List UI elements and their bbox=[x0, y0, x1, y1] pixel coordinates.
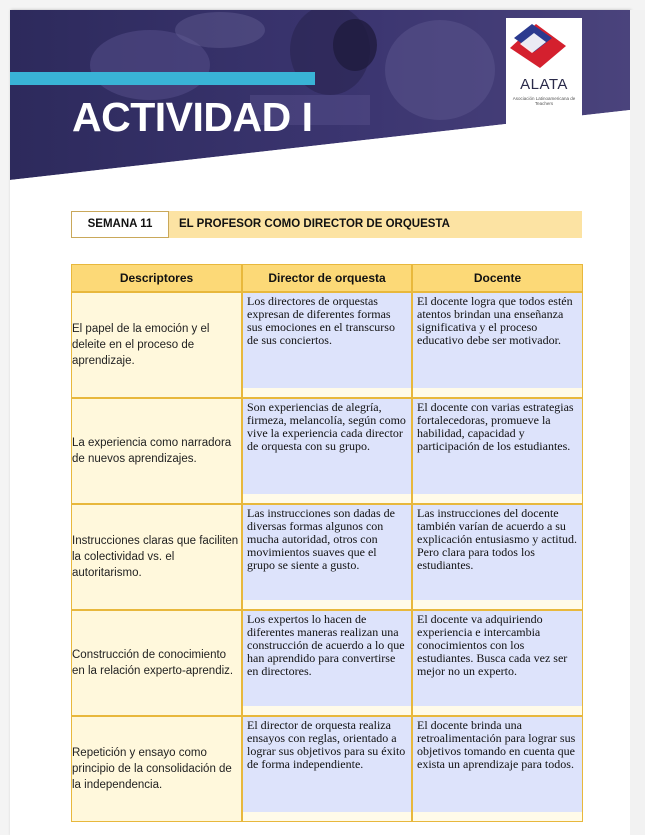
descriptor-cell: La experiencia como narradora de nuevos aprendizajes. bbox=[71, 398, 242, 504]
alata-logo-icon bbox=[506, 18, 570, 68]
column-header: Descriptores bbox=[71, 264, 242, 292]
column-header: Docente bbox=[412, 264, 583, 292]
week-label: SEMANA 11 bbox=[71, 211, 169, 238]
director-cell: Son experiencias de alegría, firmeza, melancolía, según como vive la experiencia cada director de orquesta con su grupo. bbox=[243, 399, 411, 494]
column-header: Director de orquesta bbox=[242, 264, 412, 292]
docente-cell: El docente logra que todos estén atentos brindan una enseñanza significativa y el proceso educativo debe ser motivador. bbox=[413, 293, 582, 388]
docente-cell: El docente brinda una retroalimentación para lograr sus objetivos tomando en cuenta que exista un aprendizaje para todos. bbox=[413, 717, 582, 812]
accent-bar bbox=[10, 72, 315, 85]
header-banner bbox=[10, 10, 630, 185]
director-cell: Los directores de orquestas expresan de diferentes formas sus emociones en el transcurso de sus conciertos. bbox=[243, 293, 411, 388]
week-title: EL PROFESOR COMO DIRECTOR DE ORQUESTA bbox=[179, 218, 450, 230]
alata-logo bbox=[506, 18, 582, 124]
logo-tagline: Asociación Latinoamericana de Teachers bbox=[512, 96, 576, 106]
docente-cell: Las instrucciones del docente también varían de acuerdo a su explicación entusiasmo y actitud. Pero clara para todos los estudiantes. bbox=[413, 505, 582, 600]
table-row bbox=[71, 398, 583, 504]
descriptor-cell: El papel de la emoción y el deleite en el proceso de aprendizaje. bbox=[71, 292, 242, 398]
docente-cell: El docente con varias estrategias fortalecedoras, promueve la habilidad, capacidad y participación de los estudiantes. bbox=[413, 399, 582, 494]
table-row bbox=[71, 504, 583, 610]
table-row bbox=[71, 716, 583, 822]
director-cell: El director de orquesta realiza ensayos con reglas, orientado a lograr sus objetivos para su éxito de forma independiente. bbox=[243, 717, 411, 812]
logo-name: ALATA bbox=[520, 76, 568, 93]
director-cell: Los expertos lo hacen de diferentes maneras realizan una construcción de acuerdo a lo que han aprendido para convertirse en directores. bbox=[243, 611, 411, 706]
viewer-background bbox=[630, 10, 645, 835]
director-cell: Las instrucciones son dadas de diversas formas algunos con mucha autoridad, otros con movimientos suaves que el grupo se siente a gusto. bbox=[243, 505, 411, 600]
page-title: ACTIVIDAD I bbox=[72, 94, 313, 140]
docente-cell: El docente va adquiriendo experiencia e intercambia conocimientos con los estudiantes. Busca cada vez ser mejor no un experto. bbox=[413, 611, 582, 706]
document-page bbox=[10, 10, 630, 835]
descriptor-cell: Repetición y ensayo como principio de la consolidación de la independencia. bbox=[71, 716, 242, 822]
descriptor-table bbox=[71, 264, 583, 822]
table-row bbox=[71, 610, 583, 716]
table-row bbox=[71, 292, 583, 398]
descriptor-cell: Construcción de conocimiento en la relación experto-aprendiz. bbox=[71, 610, 242, 716]
descriptor-cell: Instrucciones claras que faciliten la colectividad vs. el autoritarismo. bbox=[71, 504, 242, 610]
week-header bbox=[71, 211, 582, 238]
